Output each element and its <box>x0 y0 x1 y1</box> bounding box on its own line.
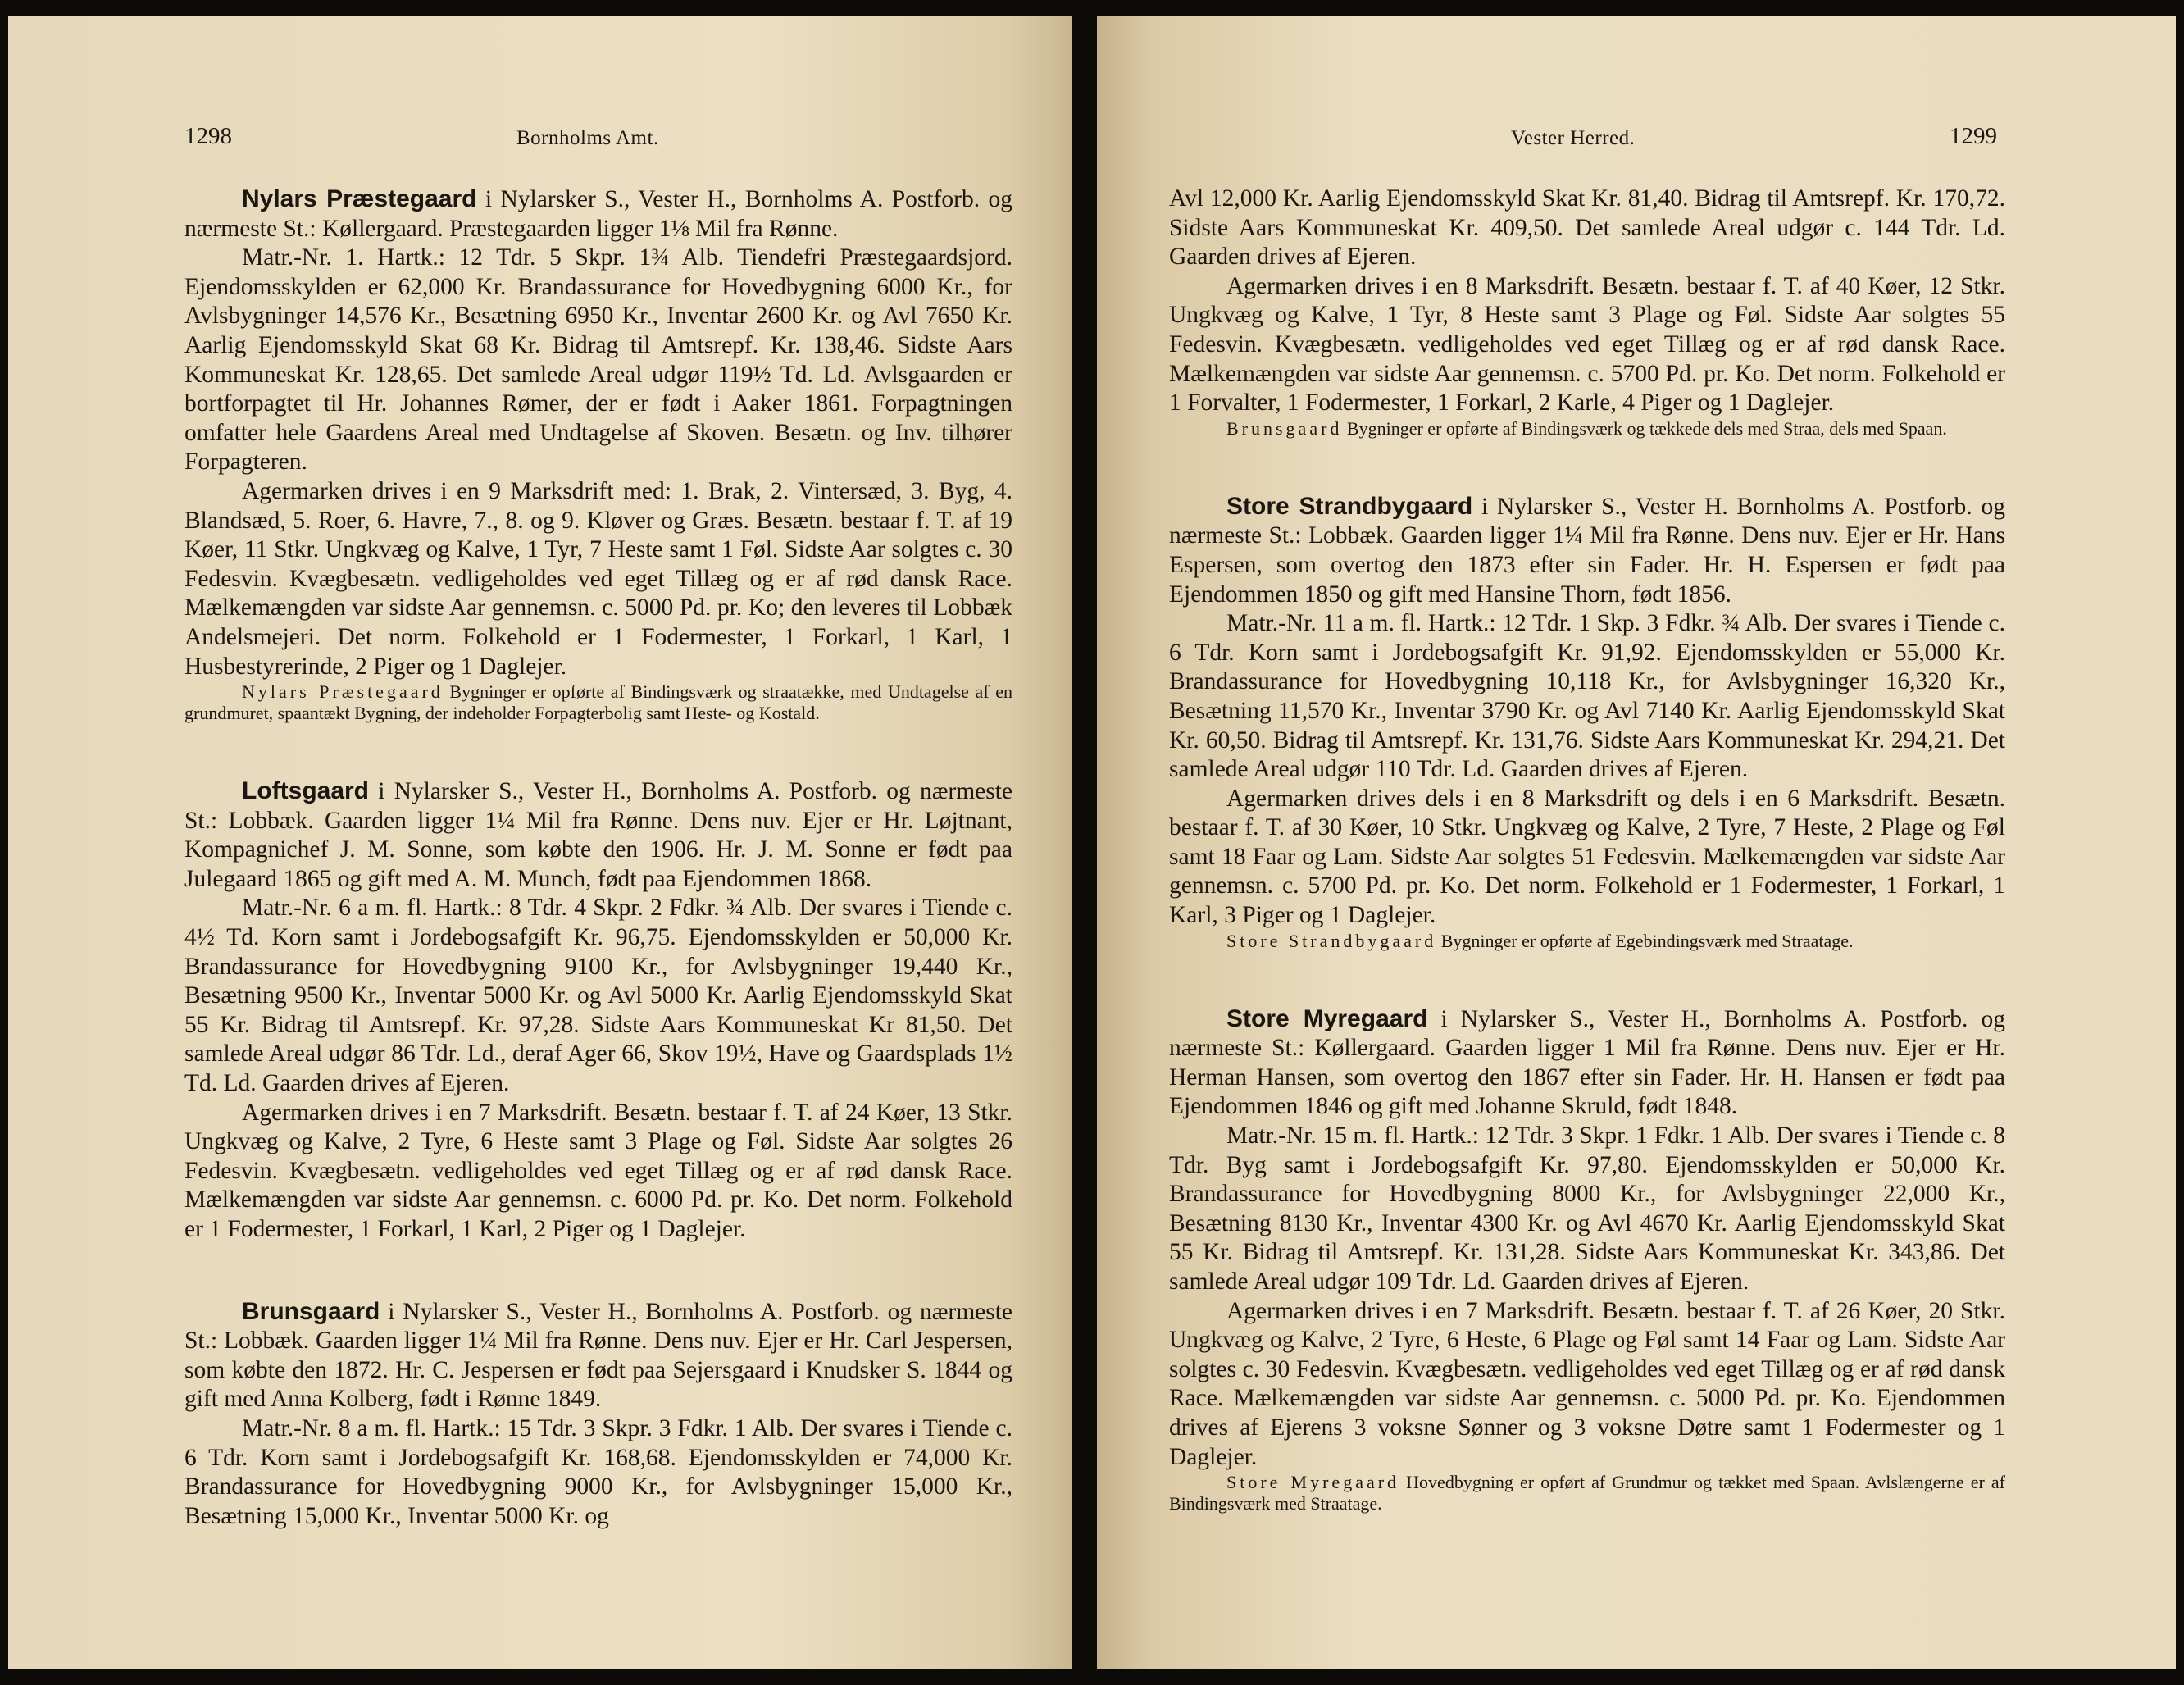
entry-note <box>1169 1472 2005 1514</box>
note-text: Bygninger er opførte af Egebindingsværk med Straatage. <box>1436 930 1854 951</box>
note-lead: Store Strandbygaard <box>1226 930 1437 951</box>
note-lead: Brunsgaard <box>1226 417 1343 439</box>
entry-title: Store Strandbygaard <box>1226 492 1473 520</box>
entry-paragraph: Agermarken drives i en 8 Marksdrift. Besætn. bestaar f. T. af 40 Køer, 12 Stkr. Ungkvæg og Kalve, 1 Tyr, 8 Heste samt 3 Plage og Føl. Sidste Aar solgtes 55 Fedesvin. Kvægbesætn. vedligeholdes ved eget Tillæg og er af rød dansk Race. Mælkemængden var sidste Aar gennemsn. c. 5700 Pd. pr. Ko. Det norm. Folkehold er 1 Forvalter, 1 Fodermester, 1 Forkarl, 2 Karle, 4 Piger og 1 Daglejer. <box>1169 272 2005 417</box>
entry-title: Store Myregaard <box>1226 1004 1428 1032</box>
entry-title: Loftsgaard <box>242 777 370 805</box>
book-spine <box>1072 0 1097 1685</box>
entry-note <box>1169 931 2005 952</box>
entry-nylars-praestegaard <box>184 184 1012 724</box>
entry-paragraph: Agermarken drives i en 9 Marksdrift med: 1. Brak, 2. Vintersæd, 3. Byg, 4. Blandsæd, 5. Roer, 6. Havre, 7., 8. og 9. Kløver og Græs. Besætn. bestaar f. T. af 19 Køer, 11 Stkr. Ungkvæg og Kalve, 1 Tyr, 7 Heste samt 1 Føl. Sidste Aar solgtes c. 30 Fedesvin. Kvægbesætn. vedligeholdes ved eget Tillæg og er af rød dansk Race. Mælkemængden var sidste Aar gennemsn. c. 5000 Pd. pr. Ko; den leveres til Lobbæk Andelsmejeri. Det norm. Folkehold er 1 Fodermester, 1 Forkarl, 1 Karl, 1 Husbestyrerinde, 2 Piger og 1 Daglejer. <box>184 477 1012 680</box>
note-text: Bygninger er opførte af Bindingsværk og tækkede dels med Straa, dels med Spaan. <box>1342 417 1947 439</box>
note-text: Hovedbygning er opført af Grundmur og tækket med Spaan. Avlslængerne er af Bindingsværk med Straatage. <box>1169 1472 2005 1514</box>
entry-note <box>184 681 1012 724</box>
page-number: 1298 <box>184 123 232 149</box>
entry-paragraph: Agermarken drives i en 7 Marksdrift. Besætn. bestaar f. T. af 26 Køer, 20 Stkr. Ungkvæg og Kalve, 2 Tyre, 6 Heste, 6 Plage og Føl samt 14 Faar og Lam. Sidste Aar solgtes c. 30 Fedesvin. Kvægbesætn. vedligeholdes ved eget Tillæg og er af rød dansk Race. Mælkemængden var sidste Aar gennemsn. c. 5000 Pd. pr. Ko. Ejendommen drives af Ejerens 3 voksne Sønner og 3 voksne Døtre samt 1 Fodermester og 1 Daglejer. <box>1169 1297 2005 1470</box>
entry-brunsgaard-continued <box>1169 184 2005 439</box>
entry-text: i Nylarsker S., Vester H., Bornholms A. Postforb. og nærmeste St.: Køllergaard. Gaarden ligger 1 Mil fra Rønne. Dens nuv. Ejer er Hr. Herman Hansen, som overtog den 1867 efter sin Fader. Hr. H. Hansen er født paa Ejendommen 1846 og gift med Johanne Skruld, født 1848. <box>1169 1005 2005 1120</box>
entry-paragraph: Avl 12,000 Kr. Aarlig Ejendomsskyld Skat Kr. 81,40. Bidrag til Amtsrepf. Kr. 170,72. Sidste Aars Kommuneskat Kr. 409,50. Det samlede Areal udgør c. 144 Tdr. Ld. Gaarden drives af Ejeren. <box>1169 185 2005 271</box>
note-text: Bygninger er opførte af Bindingsværk og straatække, med Undtagelse af en grundmuret, spaantækt Bygning, der indeholder Forpagterbolig samt Heste- og Kostald. <box>184 681 1013 724</box>
entry-store-myregaard <box>1169 1004 2005 1515</box>
entry-brunsgaard <box>184 1297 1012 1532</box>
entry-paragraph: Agermarken drives i en 7 Marksdrift. Besætn. bestaar f. T. af 24 Køer, 13 Stkr. Ungkvæg og Kalve, 2 Tyre, 6 Heste samt 3 Plage og Føl. Sidste Aar solgtes 26 Fedesvin. Kvægbesætn. vedligeholdes ved eget Tillæg og er af rød dansk Race. Mælkemængden var sidste Aar gennemsn. c. 6000 Pd. pr. Ko. Det norm. Folkehold er 1 Fodermester, 1 Forkarl, 1 Karl, 2 Piger og 1 Daglejer. <box>184 1099 1012 1242</box>
text-column <box>1169 184 2005 1567</box>
running-head: Bornholms Amt. <box>516 127 659 149</box>
entry-text: i Nylarsker S., Vester H. Bornholms A. Postforb. og nærmeste St.: Lobbæk. Gaarden ligger 1¼ Mil fra Rønne. Dens nuv. Ejer er Hr. Hans Espersen, som overtog den 1873 efter sin Fader. Hr. H. Espersen er født paa Ejendommen 1850 og gift med Hansine Thorn, født 1856. <box>1169 493 2005 608</box>
entry-paragraph: Matr.-Nr. 15 m. fl. Hartk.: 12 Tdr. 3 Skpr. 1 Fdkr. 1 Alb. Der svares i Tiende c. 8 Tdr. Byg samt i Jordebogsafgift Kr. 97,80. Ejendomsskylden er 50,000 Kr. Brandassurance for Hovedbygning 8000 Kr., for Avlsbygninger 22,000 Kr., Besætning 8130 Kr., Inventar 4300 Kr. og Avl 4670 Kr. Aarlig Ejendomsskyld Skat 55 Kr. Bidrag til Amtsrepf. Kr. 131,28. Sidste Aars Kommuneskat Kr. 343,86. Det samlede Areal udgør 109 Tdr. Ld. Gaarden drives af Ejeren. <box>1169 1123 2005 1295</box>
right-page <box>1097 16 2176 1669</box>
entry-note <box>1169 418 2005 439</box>
entry-title: Brunsgaard <box>242 1297 380 1325</box>
running-head: Vester Herred. <box>1511 127 1636 149</box>
entry-paragraph: Matr.-Nr. 1. Hartk.: 12 Tdr. 5 Skpr. 1¾ Alb. Tiendefri Præstegaardsjord. Ejendomsskylden er 62,000 Kr. Brandassurance for Hovedbygning 6000 Kr., for Avlsbygninger 14,576 Kr., Besætning 6950 Kr., Inventar 2600 Kr. og Avl 7650 Kr. Aarlig Ejendomsskyld Skat 68 Kr. Bidrag til Amtsrepf. Kr. 138,46. Sidste Aars Kommuneskat Kr. 128,65. Det samlede Areal udgør 119½ Td. Ld. Avlsgaarden er bortforpagtet til Hr. Johannes Rømer, der er født i Aaker 1861. Forpagtningen omfatter hele Gaardens Areal med Undtagelse af Skoven. Besætn. og Inv. tilhører Forpagteren. <box>184 244 1012 476</box>
text-column <box>184 184 1012 1583</box>
entry-loftsgaard <box>184 776 1012 1245</box>
entry-store-strandbygaard <box>1169 492 2005 952</box>
entry-paragraph: Agermarken drives dels i en 8 Marksdrift og dels i en 6 Marksdrift. Besætn. bestaar f. T. af 30 Køer, 10 Stkr. Ungkvæg og Kalve, 2 Tyre, 7 Heste, 2 Plage og Føl samt 18 Faar og Lam. Sidste Aar solgtes 51 Fedesvin. Mælkemængden var sidste Aar gennemsn. c. 5700 Pd. pr. Ko. Det norm. Folkehold er 1 Fodermester, 1 Forkarl, 1 Karl, 3 Piger og 1 Daglejer. <box>1169 785 2005 929</box>
entry-paragraph: Matr.-Nr. 11 a m. fl. Hartk.: 12 Tdr. 1 Skp. 3 Fdkr. ¾ Alb. Der svares i Tiende c. 6 Tdr. Korn samt i Jordebogsafgift Kr. 91,92. Ejendomsskylden er 55,000 Kr. Brandassurance for Hovedbygning 10,118 Kr., for Avlsbygninger 16,320 Kr., Besætning 11,570 Kr., Inventar 3790 Kr. og Avl 7140 Kr. Aarlig Ejendomsskyld Skat Kr. 60,50. Bidrag til Amtsrepf. Kr. 131,76. Sidste Aars Kommuneskat Kr. 294,21. Det samlede Areal udgør 110 Tdr. Ld. Gaarden drives af Ejeren. <box>1169 610 2005 783</box>
page-number: 1299 <box>1950 123 1997 149</box>
entry-paragraph: Matr.-Nr. 8 a m. fl. Hartk.: 15 Tdr. 3 Skpr. 3 Fdkr. 1 Alb. Der svares i Tiende c. 6 Tdr. Korn samt i Jordebogsafgift Kr. 168,68. Ejendomsskylden er 74,000 Kr. Brandassurance for Hovedbygning 9000 Kr., for Avlsbygninger 15,000 Kr., Besætning 15,000 Kr., Inventar 5000 Kr. og <box>184 1414 1012 1529</box>
entry-paragraph: Matr.-Nr. 6 a m. fl. Hartk.: 8 Tdr. 4 Skpr. 2 Fdkr. ¾ Alb. Der svares i Tiende c. 4½ Td. Korn samt i Jordebogsafgift Kr. 96,75. Ejendomsskylden er 50,000 Kr. Brandassurance for Hovedbygning 9100 Kr., for Avlsbygninger 19,440 Kr., Besætning 9500 Kr., Inventar 5000 Kr. og Avl 5000 Kr. Aarlig Ejendomsskyld Skat 55 Kr. Bidrag til Amtsrepf. Kr. 97,28. Sidste Aars Kommuneskat Kr 81,50. Det samlede Areal udgør 86 Tdr. Ld., deraf Ager 66, Skov 19½, Have og Gaardsplads 1½ Td. Ld. Gaarden drives af Ejeren. <box>184 895 1012 1097</box>
entry-text: i Nylarsker S., Vester H., Bornholms A. Postforb. og nærmeste St.: Lobbæk. Gaarden ligger 1¼ Mil fra Rønne. Dens nuv. Ejer er Hr. Løjtnant, Kompagnichef J. M. Sonne, som købte den 1906. Hr. J. M. Sonne er født paa Julegaard 1865 og gift med A. M. Munch, født paa Ejendommen 1868. <box>184 778 1012 892</box>
note-lead: Nylars Præstegaard <box>242 681 444 703</box>
entry-text: i Nylarsker S., Vester H., Bornholms A. Postforb. og nærmeste St.: Lobbæk. Gaarden ligger 1¼ Mil fra Rønne. Dens nuv. Ejer er Hr. Carl Jespersen, som købte den 1872. Hr. C. Jespersen er født paa Sejersgaard i Knudsker S. 1844 og gift med Anna Kolberg, født i Rønne 1849. <box>184 1298 1012 1413</box>
left-page <box>8 16 1072 1669</box>
note-lead: Store Myregaard <box>1226 1472 1400 1493</box>
entry-text: i Nylarsker S., Vester H., Bornholms A. Postforb. og nærmeste St.: Køllergaard. Præstegaarden ligger 1⅛ Mil fra Rønne. <box>184 186 1012 242</box>
entry-title: Nylars Præstegaard <box>242 185 477 212</box>
